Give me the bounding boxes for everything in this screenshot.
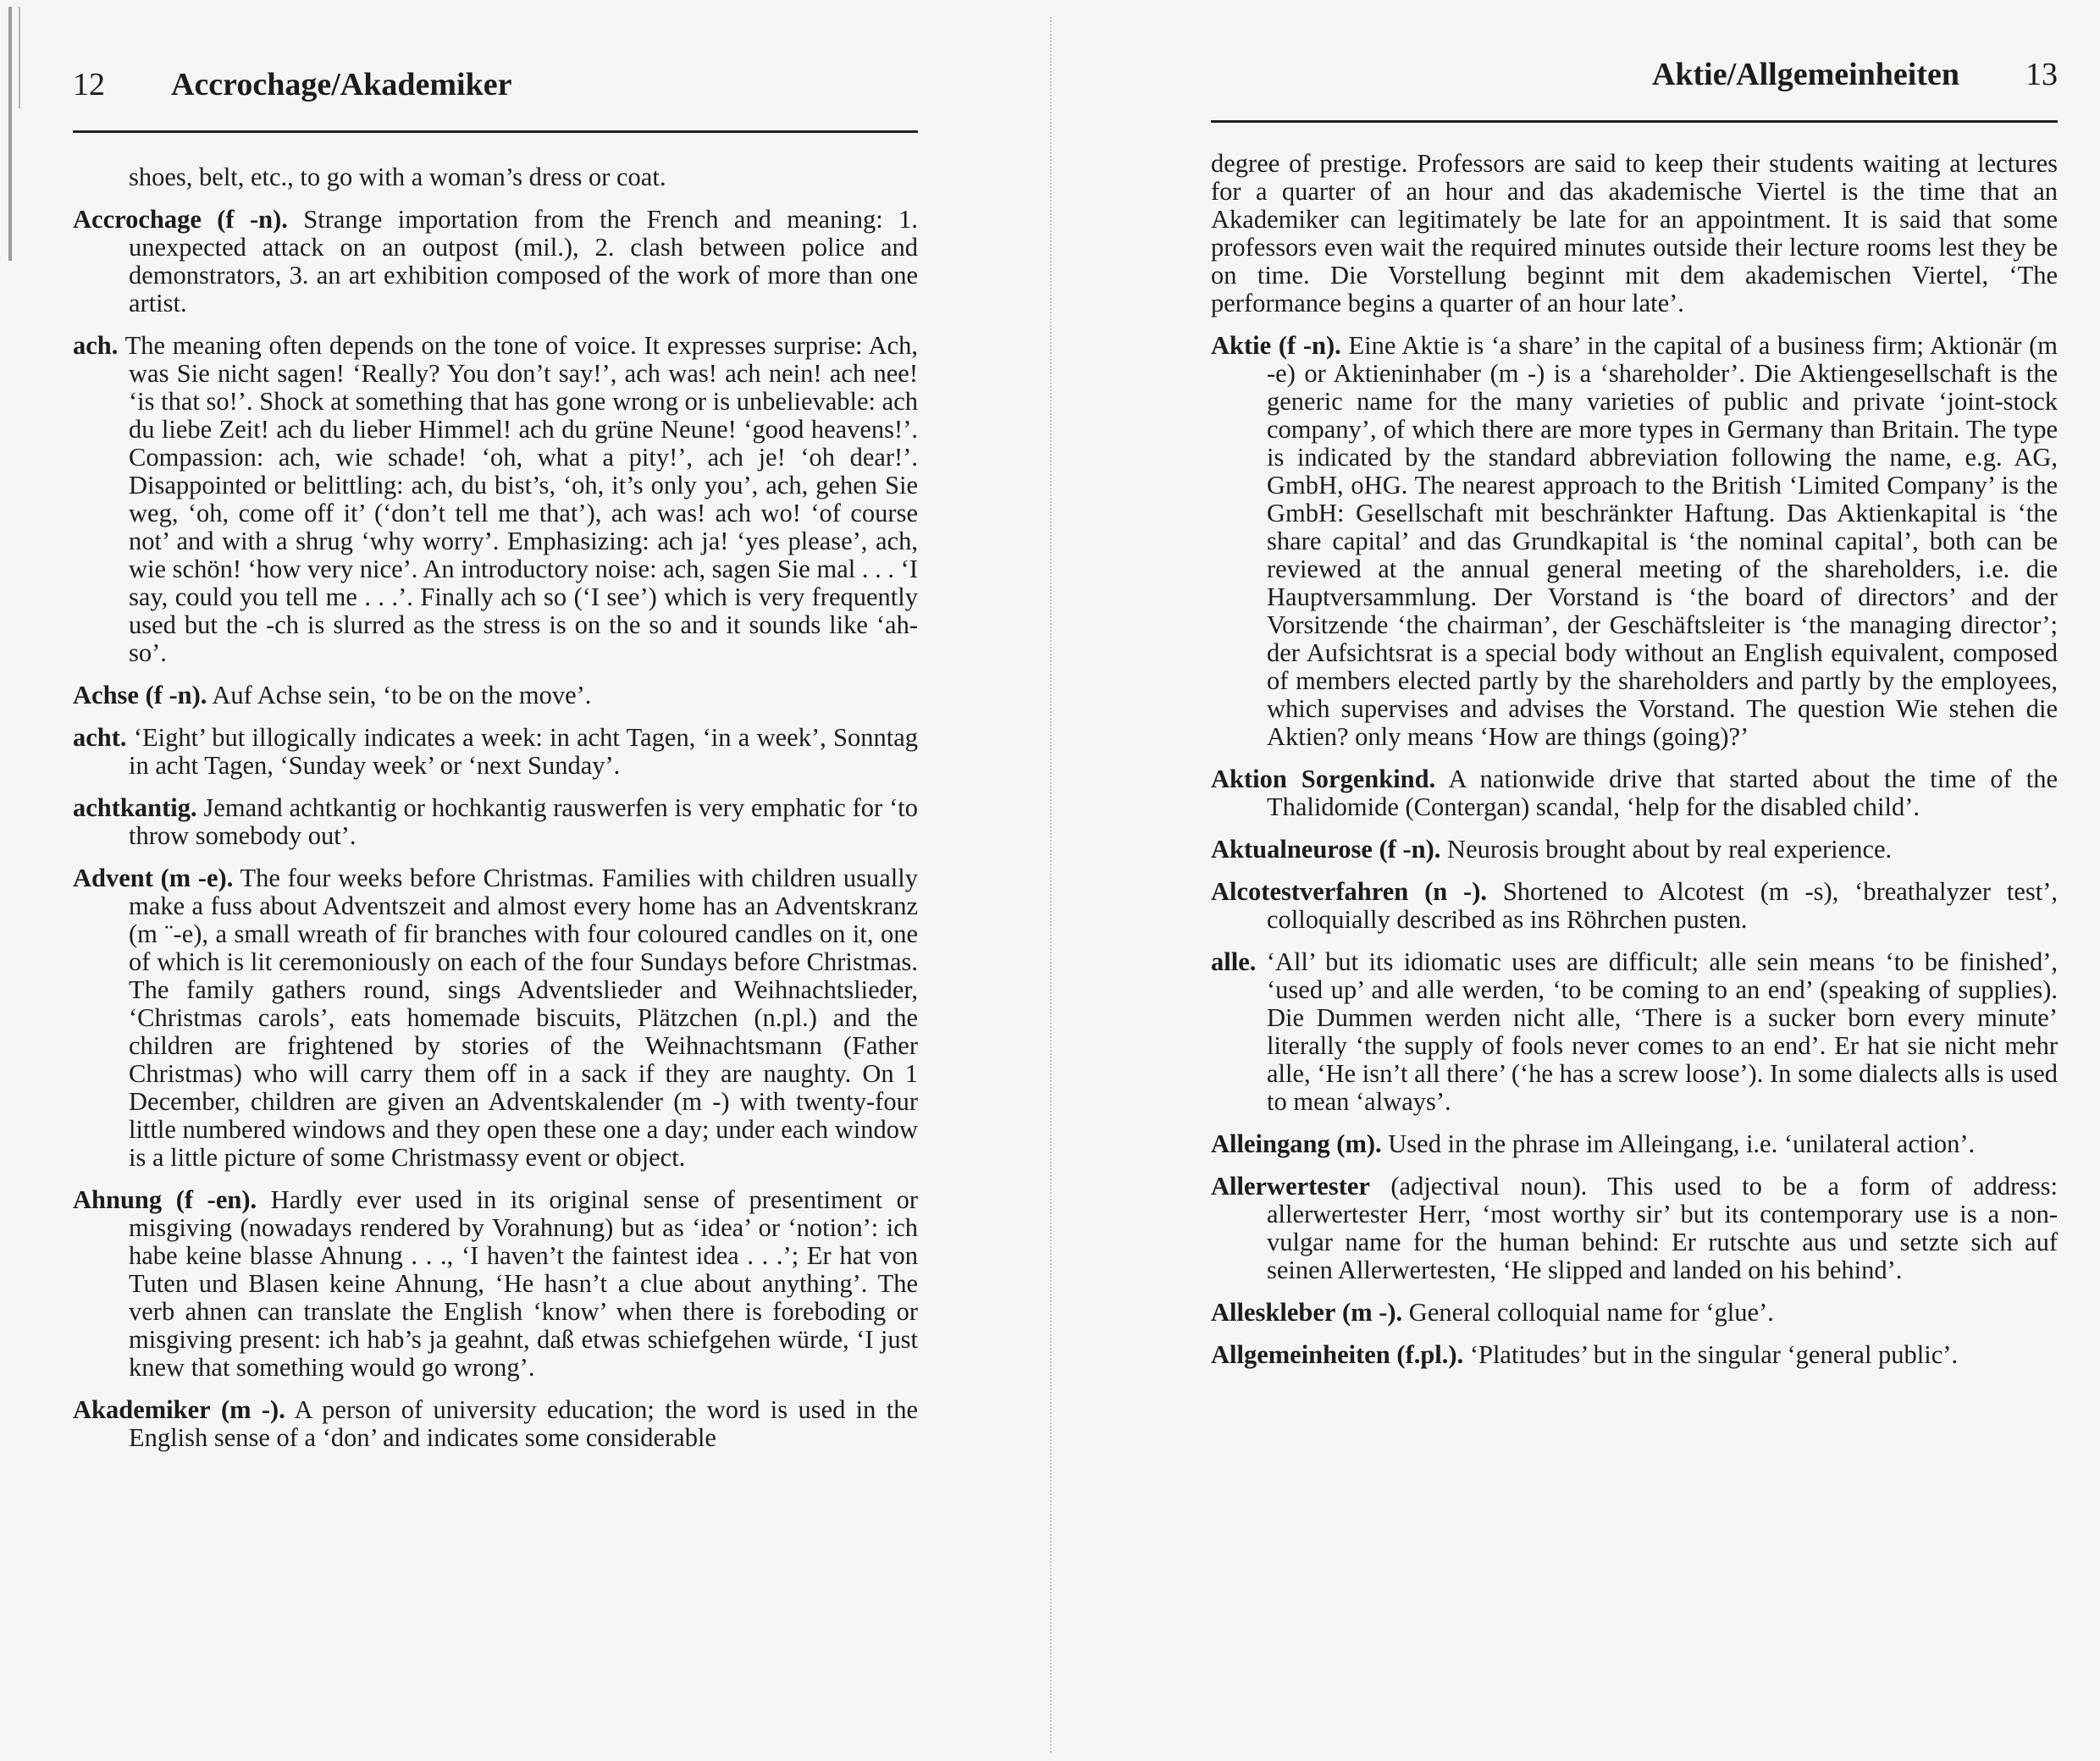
headword: Aktie: [1211, 331, 1272, 360]
right-page-number: 13: [2025, 57, 2058, 92]
left-page-title: Accrochage/Akademiker: [171, 67, 512, 102]
entry-accrochage: [73, 206, 918, 317]
definition: A person of university education; the word is used in the English sense of a ‘don’ and indicates some considerable: [129, 1395, 918, 1452]
definition: The meaning often depends on the tone of voice. It expresses surprise: Ach, was Sie nicht sagen! ‘Really? You don’t say!’, ach was! ach nein! ach nee! ‘is that so!’. Shock at something that has gone wrong or is unbelievable: ach du liebe Zeit! ach du lieber Himmel! ach du grüne Neune! ‘good heavens!’. Compassion: ach, wie schade! ‘oh, what a pity!’, ach je! ‘oh dear!’. Disappointed or belittling: ach, du bist’s, ‘oh, it’s only you’, ach, gehen Sie weg, ‘oh, come off it’ (‘don’t tell me that’), ach was! ach wo! ‘of course not’ and with a shrug ‘why worry’. Emphasizing: ach ja! ‘yes please’, ach, wie schön! ‘how very nice’. An introductory noise: ach, sagen Sie mal . . . ‘I say, could you tell me . . .’. Finally ach so (‘I see’) which is very frequently used but the -ch is slurred as the stress is on the so and it sounds like ‘ah-so’.: [124, 331, 918, 667]
entry-ahnung: [73, 1186, 918, 1382]
definition: Hardly ever used in its original sense of presentiment or misgiving (nowadays rendered by Vorahnung) but as ‘idea’ or ‘notion’: ich habe keine blasse Ahnung . . ., ‘I haven’t the faintest idea . . .’; Er hat von Tuten und Blasen keine Ahnung, ‘He hasn’t a clue about anything’. The verb ahnen can translate the English ‘know’ when there is foreboding or misgiving present: ich hab’s ja geahnt, daß etwas schiefgehen würde, ‘I just knew that something would go wrong’.: [129, 1185, 919, 1382]
headword: Allerwertester: [1211, 1172, 1370, 1201]
page-edge-shadow: [8, 7, 12, 261]
left-running-header: [73, 66, 918, 125]
headword: Aktion Sorgenkind.: [1211, 765, 1436, 793]
headword: Alleskleber: [1211, 1298, 1336, 1327]
entry-achtkantig: [73, 794, 918, 850]
headword: Akademiker: [73, 1395, 211, 1424]
grammar-tag: (f -n).: [1278, 331, 1341, 360]
definition: Jemand achtkantig or hochkantig rauswerfen is very emphatic for ‘to throw somebody out’.: [129, 793, 919, 850]
grammar-tag: (m -).: [1342, 1298, 1403, 1327]
entry-ach: [73, 332, 918, 667]
entry-achse: [73, 682, 918, 709]
entry-alleingang: [1211, 1130, 2058, 1158]
grammar-tag: (f -n).: [1379, 835, 1441, 864]
grammar-tag: (f -n).: [217, 205, 288, 234]
definition: Used in the phrase im Alleingang, i.e. ‘unilateral action’.: [1388, 1129, 1976, 1158]
right-page-title: Aktie/Allgemeinheiten: [1651, 57, 1959, 92]
entry-aktualneurose: [1211, 836, 2058, 864]
headword: achtkantig.: [73, 793, 197, 822]
right-continuation-text: degree of prestige. Professors are said to keep their students waiting at lectures for a quarter of an hour and das akademische Viertel is the time that an Akademiker can legitimately be late for an appointment. It is said that some professors even wait the required minutes outside their lecture rooms lest they be on time. Die Vorstellung beginnt mit dem akademischen Viertel, ‘The performance begins a quarter of an hour late’.: [1211, 149, 2058, 317]
grammar-tag: (m -e).: [160, 864, 234, 892]
definition: Strange importation from the French and meaning: 1. unexpected attack on an outpost (mil.), 2. clash between police and demonstrators, 3. an art exhibition composed of the work of more than one artist.: [129, 205, 919, 317]
grammar-tag: (adjectival noun).: [1390, 1172, 1588, 1201]
left-continuation-text: shoes, belt, etc., to go with a woman’s dress or coat.: [129, 163, 666, 191]
entry-alle: [1211, 948, 2058, 1116]
headword: Aktualneurose: [1211, 835, 1373, 864]
entry-aktie: [1211, 332, 2058, 751]
headword: Allgemeinheiten: [1211, 1340, 1390, 1369]
right-running-header: [1211, 56, 2058, 115]
grammar-tag: (f -en).: [175, 1185, 257, 1214]
definition: Eine Aktie is ‘a share’ in the capital of a business firm; Aktionär (m -e) or Aktieninhaber (m -) is a ‘shareholder’. Die Aktiengesellschaft is the generic name for the many varieties of public and private ‘joint-stock company’, of which there are more types in Germany than Britain. The type is indicated by the standard abbreviation following the name, e.g. AG, GmbH, oHG. The nearest approach to the British ‘Limited Company’ is the GmbH: Gesellschaft mit beschränkter Haftung. Das Aktienkapital is ‘the share capital’ and das Grundkapital is ‘the nominal capital’, both can be reviewed at the annual general meeting of the shareholders, i.e. die Hauptversammlung. Der Vorstand is ‘the board of directors’ and der Vorsitzende ‘the chairman’, der Geschäftsleiter is ‘the managing director’; der Aufsichtsrat is a special body without an English equivalent, composed of members elected partly by the shareholders and partly by the employees, which supervises and advises the Vorstand. The question Wie stehen die Aktien? only means ‘How are things (going)?’: [1267, 331, 2059, 751]
grammar-tag: (f.pl.).: [1396, 1340, 1464, 1369]
entry-alcotestverfahren: [1211, 878, 2058, 934]
headword: ach.: [73, 331, 119, 360]
entry-advent: [73, 864, 918, 1172]
grammar-tag: (f -n).: [145, 681, 207, 709]
definition: The four weeks before Christmas. Families with children usually make a fuss about Adventszeit and almost every home has an Adventskranz (m ¨-e), a small wreath of fir branches with four coloured candles on it, one of which is lit ceremoniously on each of the four Sundays before Christmas. The family gathers round, sings Adventslieder and Weihnachtslieder, ‘Christmas carols’, eats homemade biscuits, Plätzchen (n.pl.) and the children are frightened by stories of the Weihnachtsmann (Father Christmas) who will carry them off in a sack if they are naughty. On 1 December, children are given an Adventskalender (m -) with twenty-four little numbered windows and they open these one a day; under each window is a little picture of some Christmassy event or object.: [129, 864, 919, 1172]
headword: Ahnung: [73, 1185, 163, 1214]
grammar-tag: (n -).: [1424, 877, 1487, 906]
headword: Alleingang: [1211, 1129, 1330, 1158]
entry-acht: [73, 724, 918, 780]
headword: alle.: [1211, 947, 1257, 976]
definition: This used to be a form of address: allerwertester Herr, ‘most worthy sir’ but its contemporary use is a non-vulgar name for the human behind: Er rutschte aus und setzte sich auf seinen Allerwertesten, ‘He slipped and landed on his behind’.: [1267, 1172, 2059, 1284]
entry-akademiker: [73, 1396, 918, 1452]
headword: Achse: [73, 681, 139, 709]
definition: Auf Achse sein, ‘to be on the move’.: [212, 681, 592, 709]
headword: Advent: [73, 864, 153, 892]
definition: ‘Platitudes’ but in the singular ‘general public’.: [1469, 1340, 1959, 1369]
left-page-number: 12: [73, 67, 105, 102]
definition: General colloquial name for ‘glue’.: [1408, 1298, 1774, 1327]
entry-allgemeinheiten: [1211, 1341, 2058, 1369]
grammar-tag: (m -).: [221, 1395, 285, 1424]
definition: Shortened to Alcotest (m -s), ‘breathalyzer test’, colloquially described as ins Röhrchen pusten.: [1267, 877, 2059, 934]
page-edge-shadow-inner: [19, 7, 20, 108]
headword: Alcotestverfahren: [1211, 877, 1409, 906]
entry-alleskleber: [1211, 1299, 2058, 1327]
left-page-text: [73, 163, 918, 1466]
headword: Accrochage: [73, 205, 202, 234]
grammar-tag: (m).: [1336, 1129, 1382, 1158]
definition: Neurosis brought about by real experience.: [1447, 835, 1893, 864]
right-header-rule: [1211, 120, 2058, 123]
definition: ‘Eight’ but illogically indicates a week: in acht Tagen, ‘in a week’, Sonntag in acht Tagen, ‘Sunday week’ or ‘next Sunday’.: [129, 723, 919, 780]
entry-allerwertester: [1211, 1173, 2058, 1284]
headword: acht.: [73, 723, 127, 752]
definition: ‘All’ but its idiomatic uses are difficult; alle sein means ‘to be finished’, ‘used up’ and alle werden, ‘to be coming to an end’ (speaking of supplies). Die Dummen werden nicht alle, ‘There is a sucker born every minute’ literally ‘the supply of fools never comes to an end’. Er hat sie nicht mehr alle, ‘He isn’t all there’ (‘he has a screw loose’). In some dialects alls is used to mean ‘always’.: [1266, 947, 2059, 1116]
right-page-text: [1211, 150, 2058, 1383]
left-header-rule: [73, 130, 918, 133]
definition: A nationwide drive that started about the time of the Thalidomide (Contergan) scandal, ‘help for the disabled child’.: [1267, 765, 2058, 821]
entry-aktion-sorgenkind: [1211, 765, 2058, 821]
